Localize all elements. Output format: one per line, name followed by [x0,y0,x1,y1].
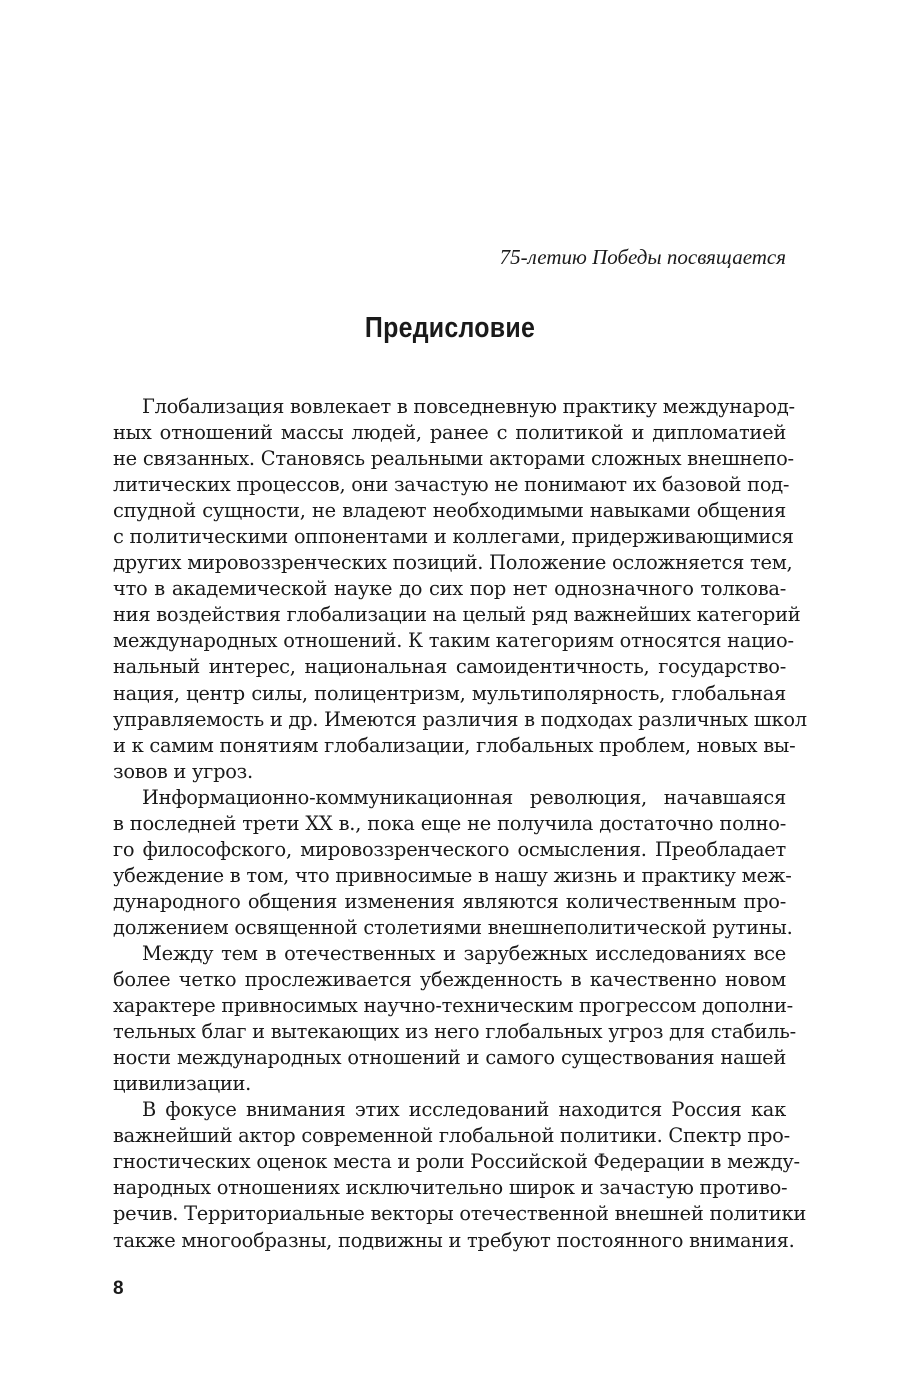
paragraph-line: более четко прослеживается убежденность в качественно новом [113,968,786,992]
paragraph-line: цивилизации. [113,1072,252,1096]
paragraph [113,941,796,1097]
paragraph-line: других мировоззренческих позиций. Положение осложняется тем, [113,551,793,575]
paragraph-line: дународного общения изменения являются количественным про- [113,889,786,913]
paragraph-line: важнейший актор современной глобальной политики. Спектр про- [113,1124,790,1148]
page-number: 8 [113,1278,124,1299]
paragraph-line: речив. Территориальные векторы отечественной внешней политики [113,1202,807,1226]
paragraph-line: народных отношениях исключительно широк и зачастую противо- [113,1176,788,1200]
paragraph-line: ности международных отношений и самого существования нашей [113,1046,786,1070]
paragraph-line: в последней трети XX в., пока еще не получила достаточно полно- [113,811,786,835]
paragraph-line: Глобализация вовлекает в повседневную практику международ- [142,395,795,418]
epigraph: 75-летию Победы посвящается [499,245,786,269]
paragraph-line: гностических оценок места и роли Российской Федерации в между- [113,1150,800,1174]
paragraph-line: В фокусе внимания этих исследований находится Россия как [142,1098,786,1122]
paragraph-line: управляемость и др. Имеются различия в подходах различных школ [113,707,807,731]
paragraph [113,785,793,941]
page-title: Предисловие [364,312,536,344]
paragraph-line: го философского, мировоззренческого осмысления. Преобладает [113,837,786,861]
paragraph-line: не связанных. Становясь реальными акторами сложных внешнепо- [113,447,794,471]
paragraph-line: литических процессов, они зачастую не понимают их базовой под- [113,473,790,497]
paragraph [113,1097,807,1253]
paragraph-line: характере привносимых научно-техническим прогрессом дополни- [113,994,793,1018]
paragraph-line: тельных благ и вытекающих из него глобальных угроз для стабиль- [113,1020,796,1044]
paragraph-line: также многообразны, подвижны и требуют постоянного внимания. [113,1228,795,1252]
paragraph-line: Между тем в отечественных и зарубежных исследованиях все [142,941,786,965]
paragraph-line: убеждение в том, что привносимые в нашу жизнь и практику меж- [113,863,792,887]
paragraph-line: ния воздействия глобализации на целый ряд важнейших категорий [113,603,801,627]
paragraph-line: Информационно-коммуникационная революция, начавшаяся [142,785,786,809]
paragraph-line: ных отношений массы людей, ранее с политикой и дипломатией [113,421,786,445]
paragraph-line: нальный интерес, национальная самоидентичность, государство- [113,655,786,679]
paragraph-line: нация, центр силы, полицентризм, мультиполярность, глобальная [113,681,786,705]
paragraph [113,394,807,785]
body-text [113,394,807,1254]
paragraph-line: зовов и угроз. [113,759,253,783]
paragraph-line: и к самим понятиям глобализации, глобальных проблем, новых вы- [113,733,796,757]
paragraph-line: спудной сущности, не владеют необходимыми навыками общения [113,499,786,523]
paragraph-line: международных отношений. К таким категориям относятся нацио- [113,629,794,653]
paragraph-line: с политическими оппонентами и коллегами, придерживающимися [113,525,794,549]
paragraph-line: что в академической науке до сих пор нет однозначного толкова- [113,577,786,601]
paragraph-line: должением освященной столетиями внешнеполитической рутины. [113,915,793,939]
